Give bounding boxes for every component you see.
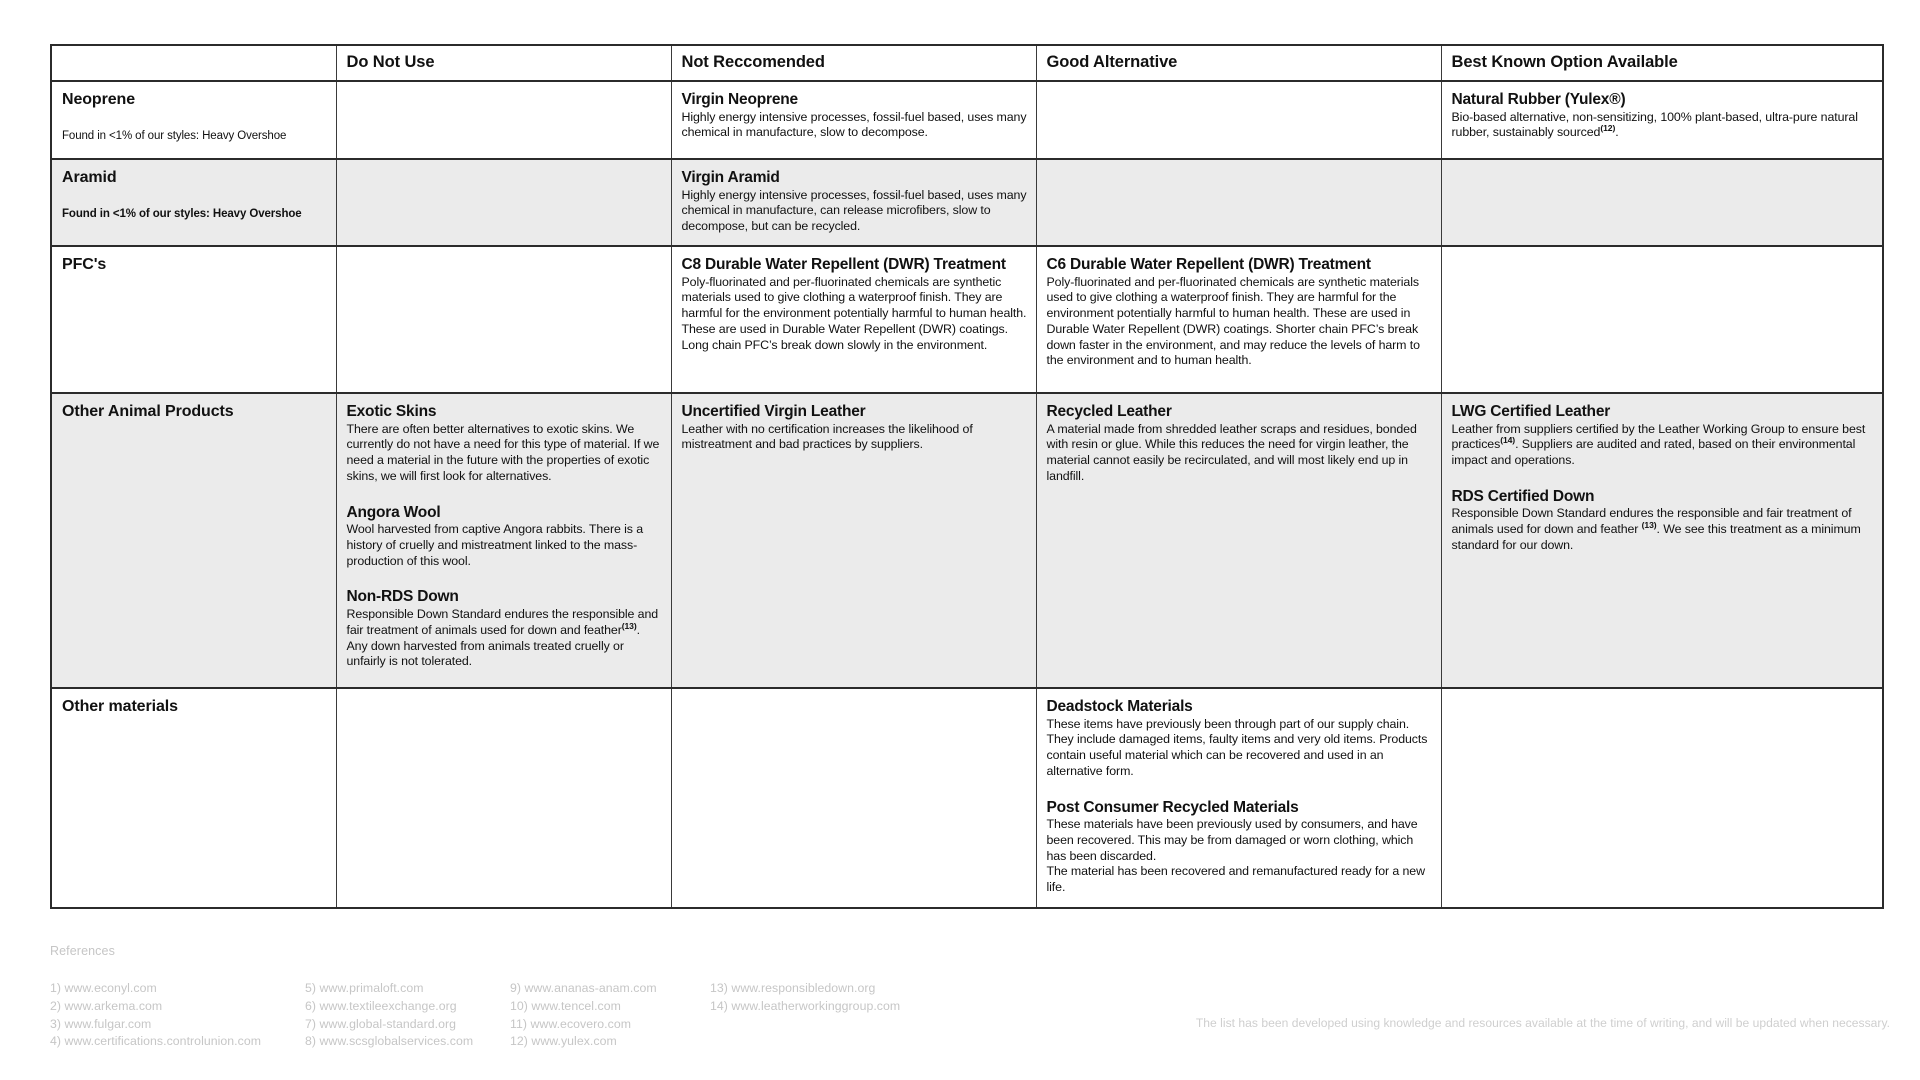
- content-block: [1452, 403, 1874, 469]
- reference-item[interactable]: 1) www.econyl.com: [50, 981, 157, 995]
- content-block-body-text: Responsible Down Standard endures the responsible and fair treatment of animals used for down and feather: [1451, 506, 1852, 537]
- column-header-best-known-option: Best Known Option Available: [1441, 45, 1883, 81]
- reference-item[interactable]: 2) www.arkema.com: [50, 998, 163, 1013]
- reference-item[interactable]: 10) www.tencel.com: [510, 998, 621, 1013]
- content-block: [1047, 403, 1432, 485]
- cell-good-alternative: [1036, 159, 1441, 246]
- reference-item[interactable]: 5) www.primaloft.com: [305, 981, 424, 995]
- content-block: [347, 588, 662, 670]
- references-section: [50, 944, 1890, 1051]
- cell-best-known-option: [1441, 393, 1883, 688]
- cell-do-not-use: [336, 688, 671, 908]
- reference-item[interactable]: 8) www.scsglobalservices.com: [305, 1034, 474, 1049]
- table-row: [51, 393, 1883, 688]
- column-header-do-not-use: Do Not Use: [336, 45, 671, 81]
- content-block: [682, 256, 1027, 353]
- cell-good-alternative: [1036, 81, 1441, 159]
- content-block: [682, 403, 1027, 453]
- content-block-body: These materials have been previously used by consumers, and have been recovered. This may be from damaged or worn clothing, which has been discarded. The material has been recovered and remanufactured ready for a new life.: [1046, 817, 1425, 895]
- content-block-title: Post Consumer Recycled Materials: [1046, 798, 1299, 816]
- cell-good-alternative: [1036, 393, 1441, 688]
- reference-item[interactable]: 13) www.responsibledown.org: [710, 981, 876, 995]
- references-heading: References: [50, 944, 115, 958]
- content-block-title: Natural Rubber (Yulex®): [1451, 91, 1626, 108]
- materials-preference-table: [50, 44, 1884, 909]
- cell-not-recommended: [671, 688, 1036, 908]
- content-block-title: Virgin Aramid: [681, 169, 780, 186]
- cell-best-known-option: [1441, 688, 1883, 908]
- column-header-not-recommended: Not Reccomended: [671, 45, 1036, 81]
- material-subtitle: Found in <1% of our styles: Heavy Overshoe: [62, 130, 287, 143]
- cell-best-known-option: [1441, 159, 1883, 246]
- column-header-material: [51, 45, 336, 81]
- content-block-body-tail: .: [1615, 125, 1619, 140]
- cell-best-known-option: [1441, 246, 1883, 393]
- reference-item[interactable]: 14) www.leatherworkinggroup.com: [710, 998, 901, 1013]
- column-header-good-alternative: Good Alternative: [1036, 45, 1441, 81]
- content-block: [682, 169, 1027, 235]
- references-column: [710, 980, 910, 1016]
- cell-good-alternative: [1036, 246, 1441, 393]
- content-block-body: These items have previously been through part of our supply chain. They include damaged items, faulty items and very old items. Products contain useful material which can be recovered and used in an alternative form.: [1046, 716, 1428, 778]
- content-block-title: C6 Durable Water Repellent (DWR) Treatment: [1046, 255, 1371, 273]
- reference-item[interactable]: 4) www.certifications.controlunion.com: [50, 1034, 262, 1049]
- content-block-title: LWG Certified Leather: [1451, 402, 1611, 420]
- content-block: [347, 504, 662, 570]
- reference-item[interactable]: 11) www.ecovero.com: [510, 1016, 632, 1031]
- material-name: Other Animal Products: [62, 402, 234, 420]
- content-block-body-tail: . Any down harvested from animals treated cruelly or unfairly is not tolerated.: [346, 622, 640, 669]
- reference-superscript: (13): [621, 620, 637, 631]
- table-header: [51, 45, 1883, 81]
- content-block: [1047, 698, 1432, 780]
- content-block-body: [347, 607, 662, 670]
- content-block-title: RDS Certified Down: [1451, 487, 1595, 505]
- content-block: [1452, 488, 1874, 554]
- table-header-row: [51, 45, 1883, 81]
- content-block-body-tail: . We see this treatment as a minimum standard for our down.: [1451, 522, 1861, 552]
- content-block-body: Poly-fluorinated and per-fluorinated chemicals are synthetic materials used to give clothing a waterproof finish. They are harmful for the environment potentially harmful to human health. These are used in Durable Water Repellent (DWR) coatings. Shorter chain PFC’s break down faster in the environment, and may reduce the levels of harm to the environment and to human health.: [1046, 274, 1420, 368]
- content-block: [1047, 256, 1432, 369]
- disclaimer-text: The list has been developed using knowledge and resources available at the time of writing, and will be updated when necessary.: [1195, 1016, 1890, 1030]
- content-block-title: Uncertified Virgin Leather: [681, 402, 866, 420]
- material-label-cell: [51, 159, 336, 246]
- reference-item[interactable]: 9) www.ananas-anam.com: [510, 981, 657, 995]
- content-block-title: Recycled Leather: [1046, 402, 1172, 420]
- content-block-title: Virgin Neoprene: [681, 91, 798, 108]
- reference-item[interactable]: 6) www.textileexchange.org: [305, 998, 457, 1013]
- content-block-body-text: Leather from suppliers certified by the Leather Working Group to ensure best practices: [1451, 421, 1866, 452]
- materials-matrix-container: [50, 44, 1882, 909]
- cell-do-not-use: [336, 81, 671, 159]
- material-label-cell: [51, 688, 336, 908]
- content-block-body: Poly-fluorinated and per-fluorinated chemicals are synthetic materials used to give clothing a waterproof finish. They are harmful for the environment potentially harmful to human health. These are used in Durable Water Repellent (DWR) coatings. Long chain PFC’s break down slowly in the environment.: [681, 274, 1027, 352]
- content-block-title: Angora Wool: [346, 503, 441, 521]
- reference-superscript: (12): [1600, 123, 1616, 134]
- material-name: Aramid: [62, 169, 117, 186]
- content-block-title: Non-RDS Down: [346, 588, 459, 606]
- table-body: [51, 81, 1883, 908]
- material-name: Other materials: [62, 697, 178, 715]
- content-block-body: Highly energy intensive processes, fossil-fuel based, uses many chemical in manufacture, can release microfibers, slow to decompose, but can be recycled.: [681, 187, 1027, 234]
- cell-not-recommended: [671, 393, 1036, 688]
- table-row: [51, 81, 1883, 159]
- reference-superscript: (14): [1500, 435, 1516, 446]
- content-block-body: [1452, 110, 1874, 142]
- cell-do-not-use: [336, 246, 671, 393]
- material-label-cell: [51, 81, 336, 159]
- material-label-cell: [51, 246, 336, 393]
- content-block-body: There are often better alternatives to exotic skins. We currently do not have a need for this type of material. If we need a material in the future with the properties of exotic skins, we will first look for alternatives.: [346, 421, 660, 483]
- cell-do-not-use: [336, 393, 671, 688]
- content-block-body-text: Bio-based alternative, non-sensitizing, 100% plant-based, ultra-pure natural rubber, sustainably sourced: [1451, 109, 1858, 140]
- material-subtitle: Found in <1% of our styles: Heavy Overshoe: [62, 208, 302, 221]
- content-block: [1047, 799, 1432, 896]
- cell-not-recommended: [671, 159, 1036, 246]
- content-block-body-text: Responsible Down Standard endures the responsible and fair treatment of animals used for down and feather: [346, 607, 659, 637]
- cell-not-recommended: [671, 246, 1036, 393]
- content-block-body-tail: . Suppliers are audited and rated, based on their environmental impact and operations.: [1451, 437, 1856, 468]
- material-name: Neoprene: [62, 91, 135, 108]
- content-block-body: Leather with no certification increases the likelihood of mistreatment and bad practices by suppliers.: [681, 421, 973, 452]
- reference-item[interactable]: 7) www.global-standard.org: [305, 1016, 456, 1031]
- content-block-body: Wool harvested from captive Angora rabbits. There is a history of cruelly and mistreatment linked to the mass-production of this wool.: [346, 522, 643, 568]
- content-block-body: [1452, 506, 1874, 553]
- content-block-body: [1452, 422, 1874, 469]
- cell-good-alternative: [1036, 688, 1441, 908]
- cell-not-recommended: [671, 81, 1036, 159]
- cell-do-not-use: [336, 159, 671, 246]
- content-block: [347, 403, 662, 485]
- material-name: PFC's: [62, 255, 107, 273]
- table-row: [51, 159, 1883, 246]
- material-label-cell: [51, 393, 336, 688]
- table-row: [51, 246, 1883, 393]
- content-block-title: C8 Durable Water Repellent (DWR) Treatment: [681, 255, 1006, 273]
- content-block-title: Deadstock Materials: [1046, 697, 1193, 715]
- reference-superscript: (13): [1641, 520, 1657, 531]
- cell-best-known-option: [1441, 81, 1883, 159]
- reference-item[interactable]: 12) www.yulex.com: [510, 1034, 617, 1049]
- content-block: [682, 91, 1027, 141]
- content-block-title: Exotic Skins: [346, 402, 437, 420]
- content-block-body: Highly energy intensive processes, fossil-fuel based, uses many chemical in manufacture, slow to decompose.: [681, 109, 1027, 140]
- content-block: [1452, 91, 1874, 141]
- table-row: [51, 688, 1883, 908]
- content-block-body: A material made from shredded leather scraps and residues, bonded with resin or glue. While this reduces the need for virgin leather, the material cannot easily be recirculated, and will most likely end up in landfill.: [1046, 421, 1417, 483]
- reference-item[interactable]: 3) www.fulgar.com: [50, 1016, 152, 1031]
